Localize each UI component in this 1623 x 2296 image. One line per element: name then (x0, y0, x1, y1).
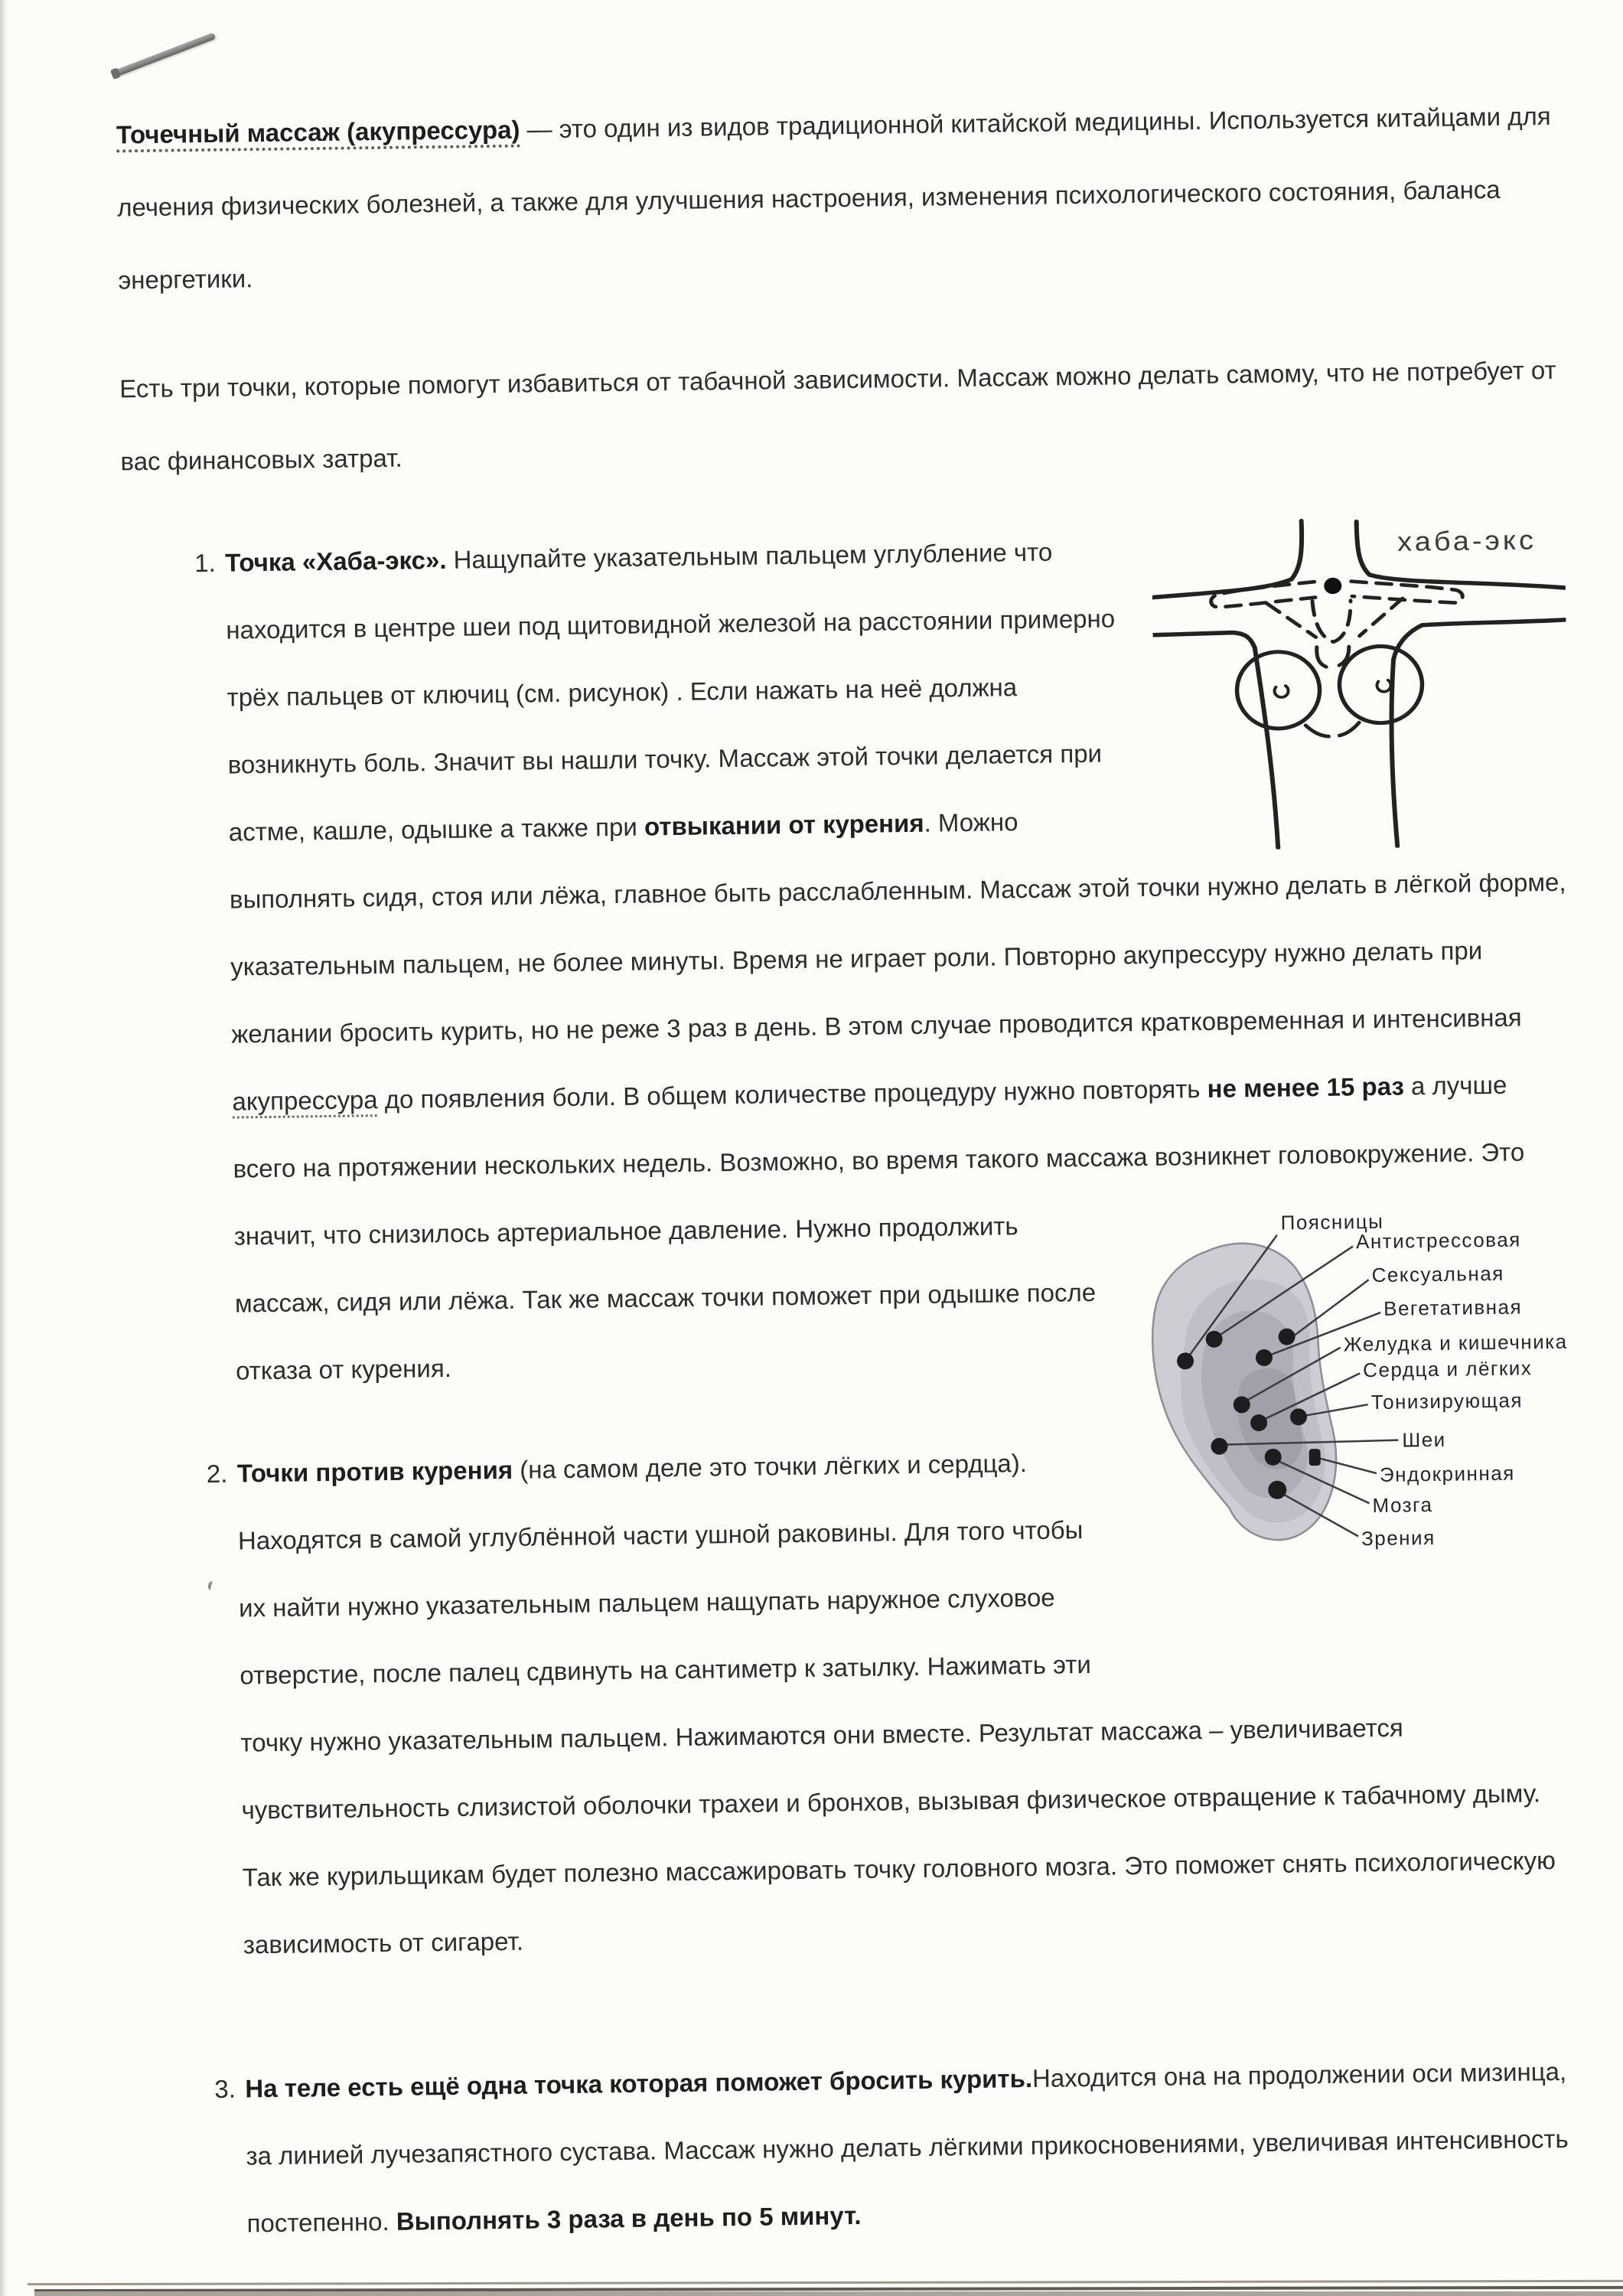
shoulder-line-left (1152, 579, 1292, 598)
ear-label-loins: Поясницы (1280, 1209, 1384, 1234)
item-3-bold-instruction: Выполнять 3 раза в день по 5 минут. (396, 2200, 862, 2236)
neck-line-left (1291, 521, 1302, 579)
nipple-right (1377, 679, 1390, 692)
torso-side-left (1255, 647, 1278, 848)
underarm-line-left (1153, 632, 1255, 649)
item-1-text: до появления боли. В общем количестве процедуру нужно повторять (377, 1074, 1207, 1114)
intro-text: — это один из видов традиционной китайской медицины. Используется китайцами для лечения физических болезней, а также для улучшения настроения, изменения психологического состояния, баланса энергетики. (116, 101, 1551, 295)
item-3-number: 3. (214, 2074, 236, 2103)
ear-label-sexual: Сексуальная (1371, 1261, 1504, 1287)
item-2-number: 2. (206, 1459, 228, 1489)
staple-mark (113, 32, 216, 77)
item-1-bold-15-times: не менее 15 раз (1207, 1071, 1405, 1103)
chest-diagram (1152, 512, 1569, 851)
item-1-bold-quit-smoking: отвыкании от курения (644, 808, 924, 841)
item-1-number: 1. (194, 548, 217, 578)
item-1-heading: Точка «Хаба-экс». (225, 545, 447, 577)
item-2-text: (на самом деле это точки лёгких и сердца). Находятся в самой углублённой части ушной раковины. Для того чтобы их найти нужно указательным пальцем нащупать наружное слуховое отверстие, после палец сдвинуть на сантиметр к затылку. Нажимать эти точку нужно указательным пальцем. Нажимаются они вместе. Результат массажа – увеличивается чувствительность слизистой оболочки трахеи и бронхов, вызывая физическое отвращение к табачному дыму. Так же курильщикам будет полезно массажировать точку головного мозга. Это поможет снять психологическую зависимость от сигарет. (237, 1449, 1556, 1959)
ear-label-antistress: Антистрессовая (1355, 1228, 1521, 1254)
rib-line-right (1339, 722, 1359, 735)
item-1-underlined-word: акупрессура (232, 1085, 378, 1116)
underarm-line-right (1393, 620, 1566, 660)
nipple-left (1274, 684, 1288, 697)
breast-left (1237, 651, 1320, 729)
document-title: Точечный массаж (акупрессура) (116, 116, 520, 153)
document-body (116, 80, 1587, 2294)
item-2-heading: Точки против курения (236, 1455, 513, 1488)
points-list (122, 512, 1587, 2258)
haba-ex-point-dot (1324, 578, 1341, 595)
chest-figure (1152, 512, 1569, 851)
intro-paragraph (116, 80, 1562, 317)
rib-line-left (1305, 725, 1328, 736)
item-1-text: а лучше всего на протяжении нескольких недель. Возможно, во время такого массажа возникнет головокружение. Это значит, что снизилось артериальное давление. (233, 1070, 1525, 1251)
ear-label-endocrine: Эндокринная (1379, 1461, 1515, 1486)
item-3-text: Находится она на продолжении оси мизинца, за линией лучезапястного сустава. Массаж нужно делать лёгкими прикосновениями, увеличивая интенсивность постепенно. (246, 2056, 1569, 2238)
chest-diagram-label: хаба-экс (1396, 524, 1537, 557)
page-edge-shadow (34, 2291, 1623, 2296)
ear-label-stomach: Желудка и кишечника (1343, 1329, 1568, 1356)
scan-left-edge-shadow (0, 0, 7, 2296)
item-1-text: . Можно выполнять сидя, стоя или лёжа, главное быть расслабленным. Массаж этой точки нужно делать в лёгкой форме, указательным пальцем, не более минуты. Время не играет роли. Повторно акупрессуру нужно делать при желании бросить курить, но не реже 3 раз в день. В этом случае проводится кратковременная и интенсивная (229, 807, 1566, 1049)
item-1-text: Нащупайте указательным пальцем углубление что находится в центре шеи под щитовидной железой на расстоянии примерно трёх пальцев от ключиц (см. рисунок) . Если нажать на неё должна возникнуть боль. Значит вы нашли точку. Массаж этой точки делается при астме, кашле, одышке а также при (226, 537, 1116, 846)
ear-label-neck: Шеи (1402, 1427, 1446, 1452)
ear-label-vision: Зрения (1361, 1525, 1436, 1551)
second-paragraph: Есть три точки, которые помогут избавиться от табачной зависимости. Массаж можно делать самому, что не потребует от вас финансовых затрат. (119, 355, 1556, 476)
list-item-3 (142, 2038, 1587, 2259)
ear-label-tonic: Тонизирующая (1370, 1388, 1524, 1414)
neck-line-right (1357, 521, 1370, 575)
list-item-2 (133, 1423, 1583, 1981)
item-1-text: Нужно продолжить массаж, сидя или лёжа. Так же массаж точки поможет при одышке после отказа от курения. (234, 1212, 1097, 1385)
cleavage-line-left (1317, 647, 1326, 667)
ear-label-heart-lungs: Сердца и лёгких (1362, 1356, 1533, 1382)
breast-right (1339, 646, 1423, 724)
ear-label-vegetative: Вегетативная (1383, 1295, 1523, 1320)
shoulder-line-right (1370, 572, 1566, 591)
item-3-heading: На теле есть ещё одна точка которая поможет бросить курить. (245, 2064, 1033, 2103)
ear-label-brain: Мозга (1372, 1492, 1433, 1518)
